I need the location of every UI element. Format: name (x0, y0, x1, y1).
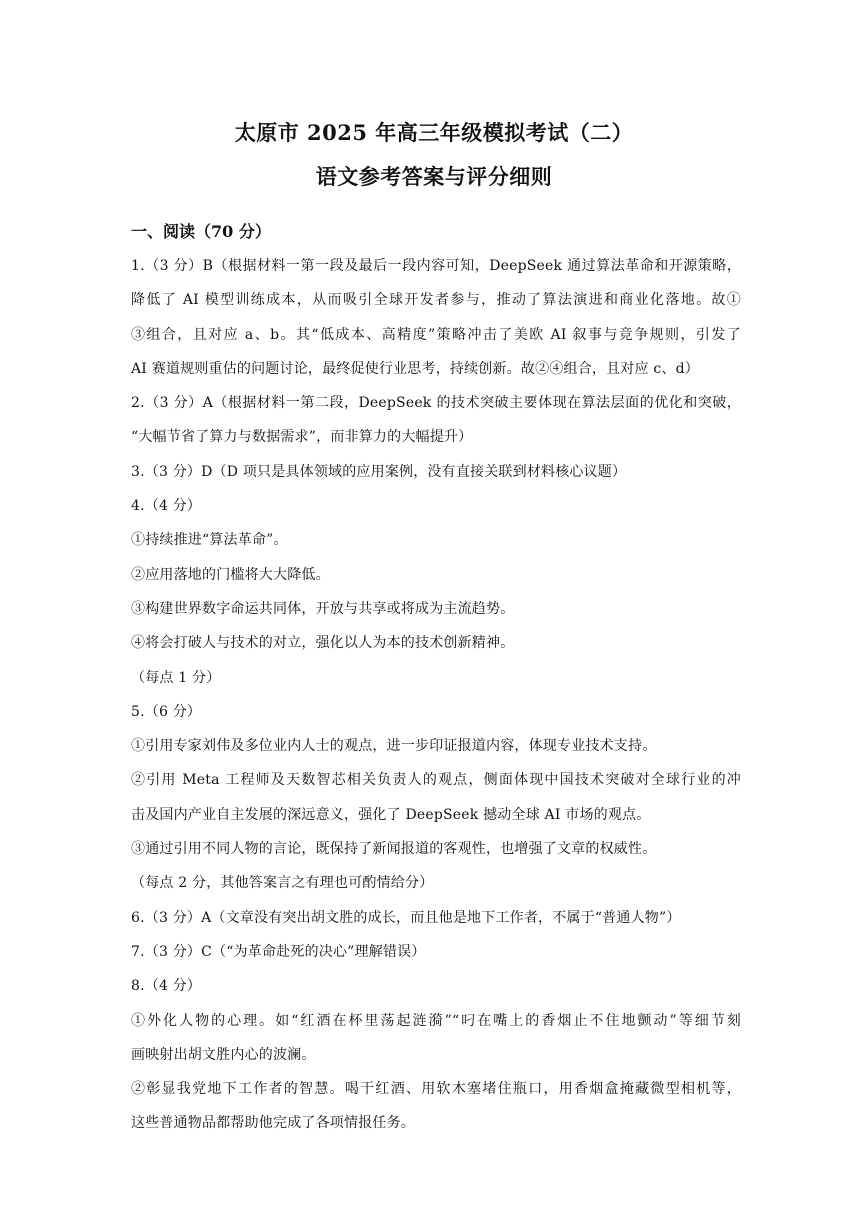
text-line: ②彰显我党地下工作者的智慧。喝干红酒、用软木塞堵住瓶口，用香烟盒掩藏微型相机等， (131, 1081, 741, 1098)
text-line: 7.（3 分）C（“为革命赴死的决心”理解错误） (131, 943, 426, 960)
text-line: ①持续推进“算法革命”。 (131, 532, 288, 549)
text-line: 2.（3 分）A（根据材料一第二段，DeepSeek 的技术突破主要体现在算法层面的优化和突破， (131, 395, 741, 412)
text-line: 画映射出胡文胜内心的波澜。 (131, 1046, 316, 1063)
text-line: ④将会打破人与技术的对立，强化以人为本的技术创新精神。 (131, 635, 515, 652)
section-heading: 一、阅读（70 分） (131, 222, 271, 241)
document-subtitle: 语文参考答案与评分细则 (315, 164, 553, 189)
text-line: ②应用落地的门槛将大大降低。 (131, 566, 330, 583)
text-line: 击及国内产业自主发展的深远意义，强化了 DeepSeek 撼动全球 AI 市场的观点。 (131, 806, 651, 823)
text-line: ①引用专家刘伟及多位业内人士的观点，进一步印证报道内容，体现专业技术支持。 (131, 738, 657, 755)
text-line: AI 赛道规则重估的问题讨论，最终促使行业思考，持续创新。故②④组合，且对应 c、d） (131, 360, 699, 377)
answer-content (131, 249, 741, 1141)
text-line: ③构建世界数字命运共同体，开放与共享或将成为主流趋势。 (131, 600, 515, 617)
text-line: 4.（4 分） (131, 498, 202, 515)
text-line: ①外化人物的心理。如“红酒在杯里荡起涟漪”“叼在嘴上的香烟止不住地颤动”等细节刻 (131, 1012, 741, 1029)
text-line: 这些普通物品都帮助他完成了各项情报任务。 (131, 1115, 415, 1132)
text-line: （每点 1 分） (131, 669, 221, 686)
text-line: ③组合，且对应 a、b。其“低成本、高精度”策略冲击了美欧 AI 叙事与竞争规则，引发了 (131, 326, 741, 343)
text-line: 8.（4 分） (131, 978, 202, 995)
text-line: ②引用 Meta 工程师及天数智芯相关负责人的观点，侧面体现中国技术突破对全球行业的冲 (131, 772, 741, 789)
text-line: 1.（3 分）B（根据材料一第一段及最后一段内容可知，DeepSeek 通过算法革命和开源策略， (131, 258, 741, 274)
text-line: 5.（6 分） (131, 703, 202, 720)
text-line: 3.（3 分）D（D 项只是具体领域的应用案例，没有直接关联到材料核心议题） (131, 463, 627, 480)
text-line: （每点 2 分，其他答案言之有理也可酌情给分） (131, 875, 434, 892)
document-title: 太原市 2025 年高三年级模拟考试（二） (234, 120, 634, 145)
text-line: 6.（3 分）A（文章没有突出胡文胜的成长，而且他是地下工作者，不属于“普通人物”） (131, 909, 681, 926)
text-line: ③通过引用不同人物的言论，既保持了新闻报道的客观性，也增强了文章的权威性。 (131, 841, 657, 858)
text-line: 降低了 AI 模型训练成本，从而吸引全球开发者参与，推动了算法演进和商业化落地。故① (131, 292, 741, 309)
text-line: “大幅节省了算力与数据需求”，而非算力的大幅提升） (131, 429, 473, 446)
